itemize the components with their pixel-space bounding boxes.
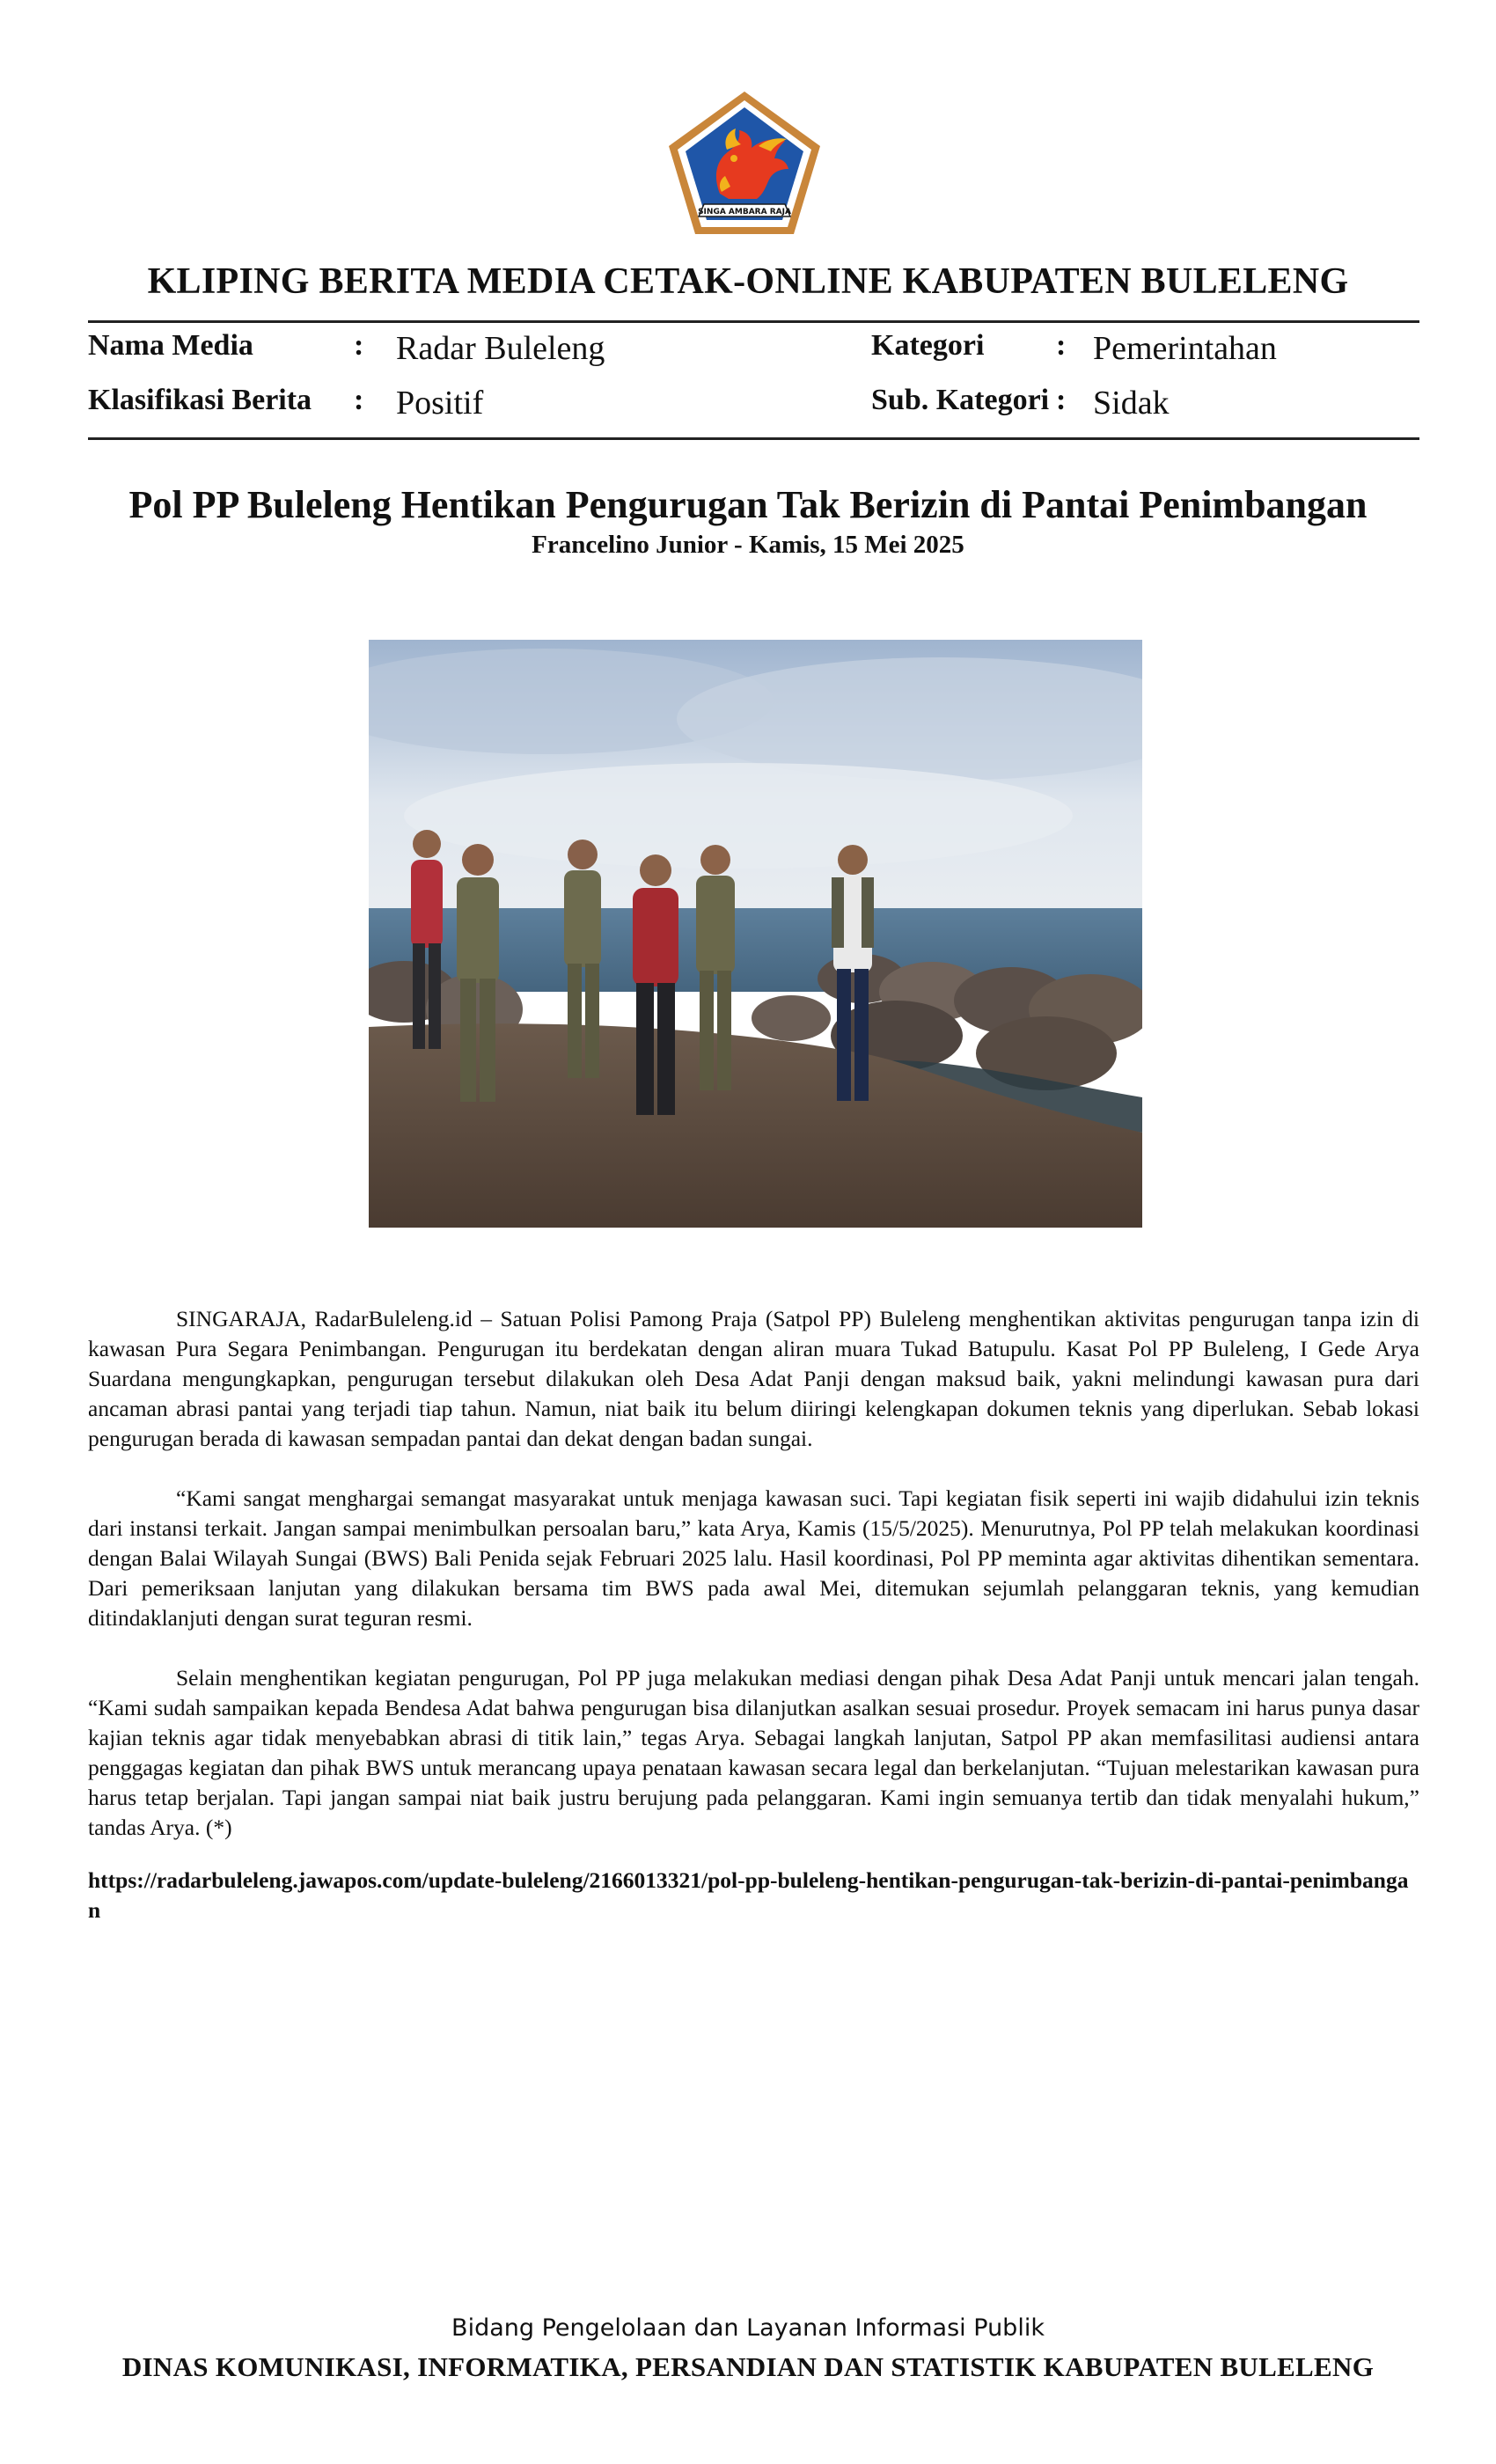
- logo-motto: SINGA AMBARA RAJA: [698, 208, 791, 216]
- buleleng-logo: [665, 88, 824, 238]
- article-photo: [369, 640, 1142, 1228]
- kategori-colon: :: [1056, 329, 1067, 362]
- klasifikasi-label: Klasifikasi Berita: [88, 384, 312, 416]
- subkategori-label: Sub. Kategori: [871, 384, 1050, 416]
- clipping-title: KLIPING BERITA MEDIA CETAK-ONLINE KABUPATEN BULELENG: [147, 261, 1349, 302]
- media-value: Radar Buleleng: [396, 330, 605, 367]
- article-paragraph-2: “Kami sangat menghargai semangat masyarakat untuk menjaga kawasan suci. Tapi kegiatan fisik seperti ini wajib didahului izin teknis dari instansi terkait. Jangan sampai menimbulkan persoalan baru,” kata Arya, Kamis (15/5/2025). Menurutnya, Pol PP telah melakukan koordinasi dengan Balai Wilayah Sungai (BWS) Bali Penida sejak Februari 2025 lalu. Hasil koordinasi, Pol PP meminta agar aktivitas dihentikan sementara. Dari pemeriksaan lanjutan yang dilakukan bersama tim BWS pada awal Mei, ditemukan sejumlah pelanggaran teknis, yang kemudian ditindaklanjuti dengan surat teguran resmi.: [88, 1485, 1419, 1631]
- kategori-label: Kategori: [871, 329, 985, 362]
- subkategori-colon: :: [1056, 384, 1067, 416]
- article-paragraph-1: SINGARAJA, RadarBuleleng.id – Satuan Polisi Pamong Praja (Satpol PP) Buleleng menghentikan aktivitas pengurugan tanpa izin di kawasan Pura Segara Penimbangan. Pengurugan itu berdekatan dengan aliran muara Tukad Batupulu. Kasat Pol PP Buleleng, I Gede Arya Suardana mengungkapkan, pengurugan tersebut dilakukan oleh Desa Adat Panji dengan maksud baik, yakni melindungi kawasan pura dari ancaman abrasi pantai yang terjadi tiap tahun. Namun, niat baik itu belum diiringi kelengkapan dokumen teknis yang diperlukan. Sebab lokasi pengurugan berada di kawasan sempadan pantai dan dekat dengan badan sungai.: [88, 1306, 1419, 1451]
- footer-agency: DINAS KOMUNIKASI, INFORMATIKA, PERSANDIAN DAN STATISTIK KABUPATEN BULELENG: [121, 2351, 1375, 2382]
- article-byline: Francelino Junior - Kamis, 15 Mei 2025: [532, 531, 964, 559]
- article-body: [88, 1304, 1419, 1873]
- footer-department: Bidang Pengelolaan dan Layanan Informasi Publik: [451, 2314, 1045, 2342]
- article-paragraph-3: Selain menghentikan kegiatan pengurugan, Pol PP juga melakukan mediasi dengan pihak Desa Adat Panji untuk mencari jalan tengah. “Kami sudah sampaikan kepada Bendesa Adat bahwa pengurugan bisa dilanjutkan asalkan sesuai prosedur. Proyek semacam ini harus punya dasar kajian teknis agar tidak menyebabkan abrasi di titik lain,” tegas Arya. Sebagai langkah lanjutan, Satpol PP akan memfasilitasi audiensi antara penggagas kegiatan dan pihak BWS untuk merancang upaya penataan kawasan secara legal dan berkelanjutan. “Tujuan melestarikan kawasan pura harus tetap berjalan. Tapi jangan sampai niat baik justru berujung pada pelanggaran. Kami ingin semuanya tertib dan tidak menyalahi hukum,” tandas Arya. (*): [88, 1665, 1419, 1840]
- header-bottom-rule: [88, 437, 1419, 440]
- media-colon: :: [354, 329, 364, 362]
- header-top-rule: [88, 320, 1419, 323]
- media-label: Nama Media: [88, 329, 253, 362]
- source-link[interactable]: https://radarbuleleng.jawapos.com/update-buleleng/2166013321/pol-pp-buleleng-hentikan-pengurugan-tak-berizin-di-pantai-penimbangan: [88, 1867, 1409, 1923]
- klasifikasi-colon: :: [354, 384, 364, 416]
- article-headline: Pol PP Buleleng Hentikan Pengurugan Tak Berizin di Pantai Penimbangan: [128, 483, 1368, 526]
- subkategori-value: Sidak: [1093, 385, 1170, 422]
- kategori-value: Pemerintahan: [1093, 330, 1277, 367]
- klasifikasi-value: Positif: [396, 385, 484, 422]
